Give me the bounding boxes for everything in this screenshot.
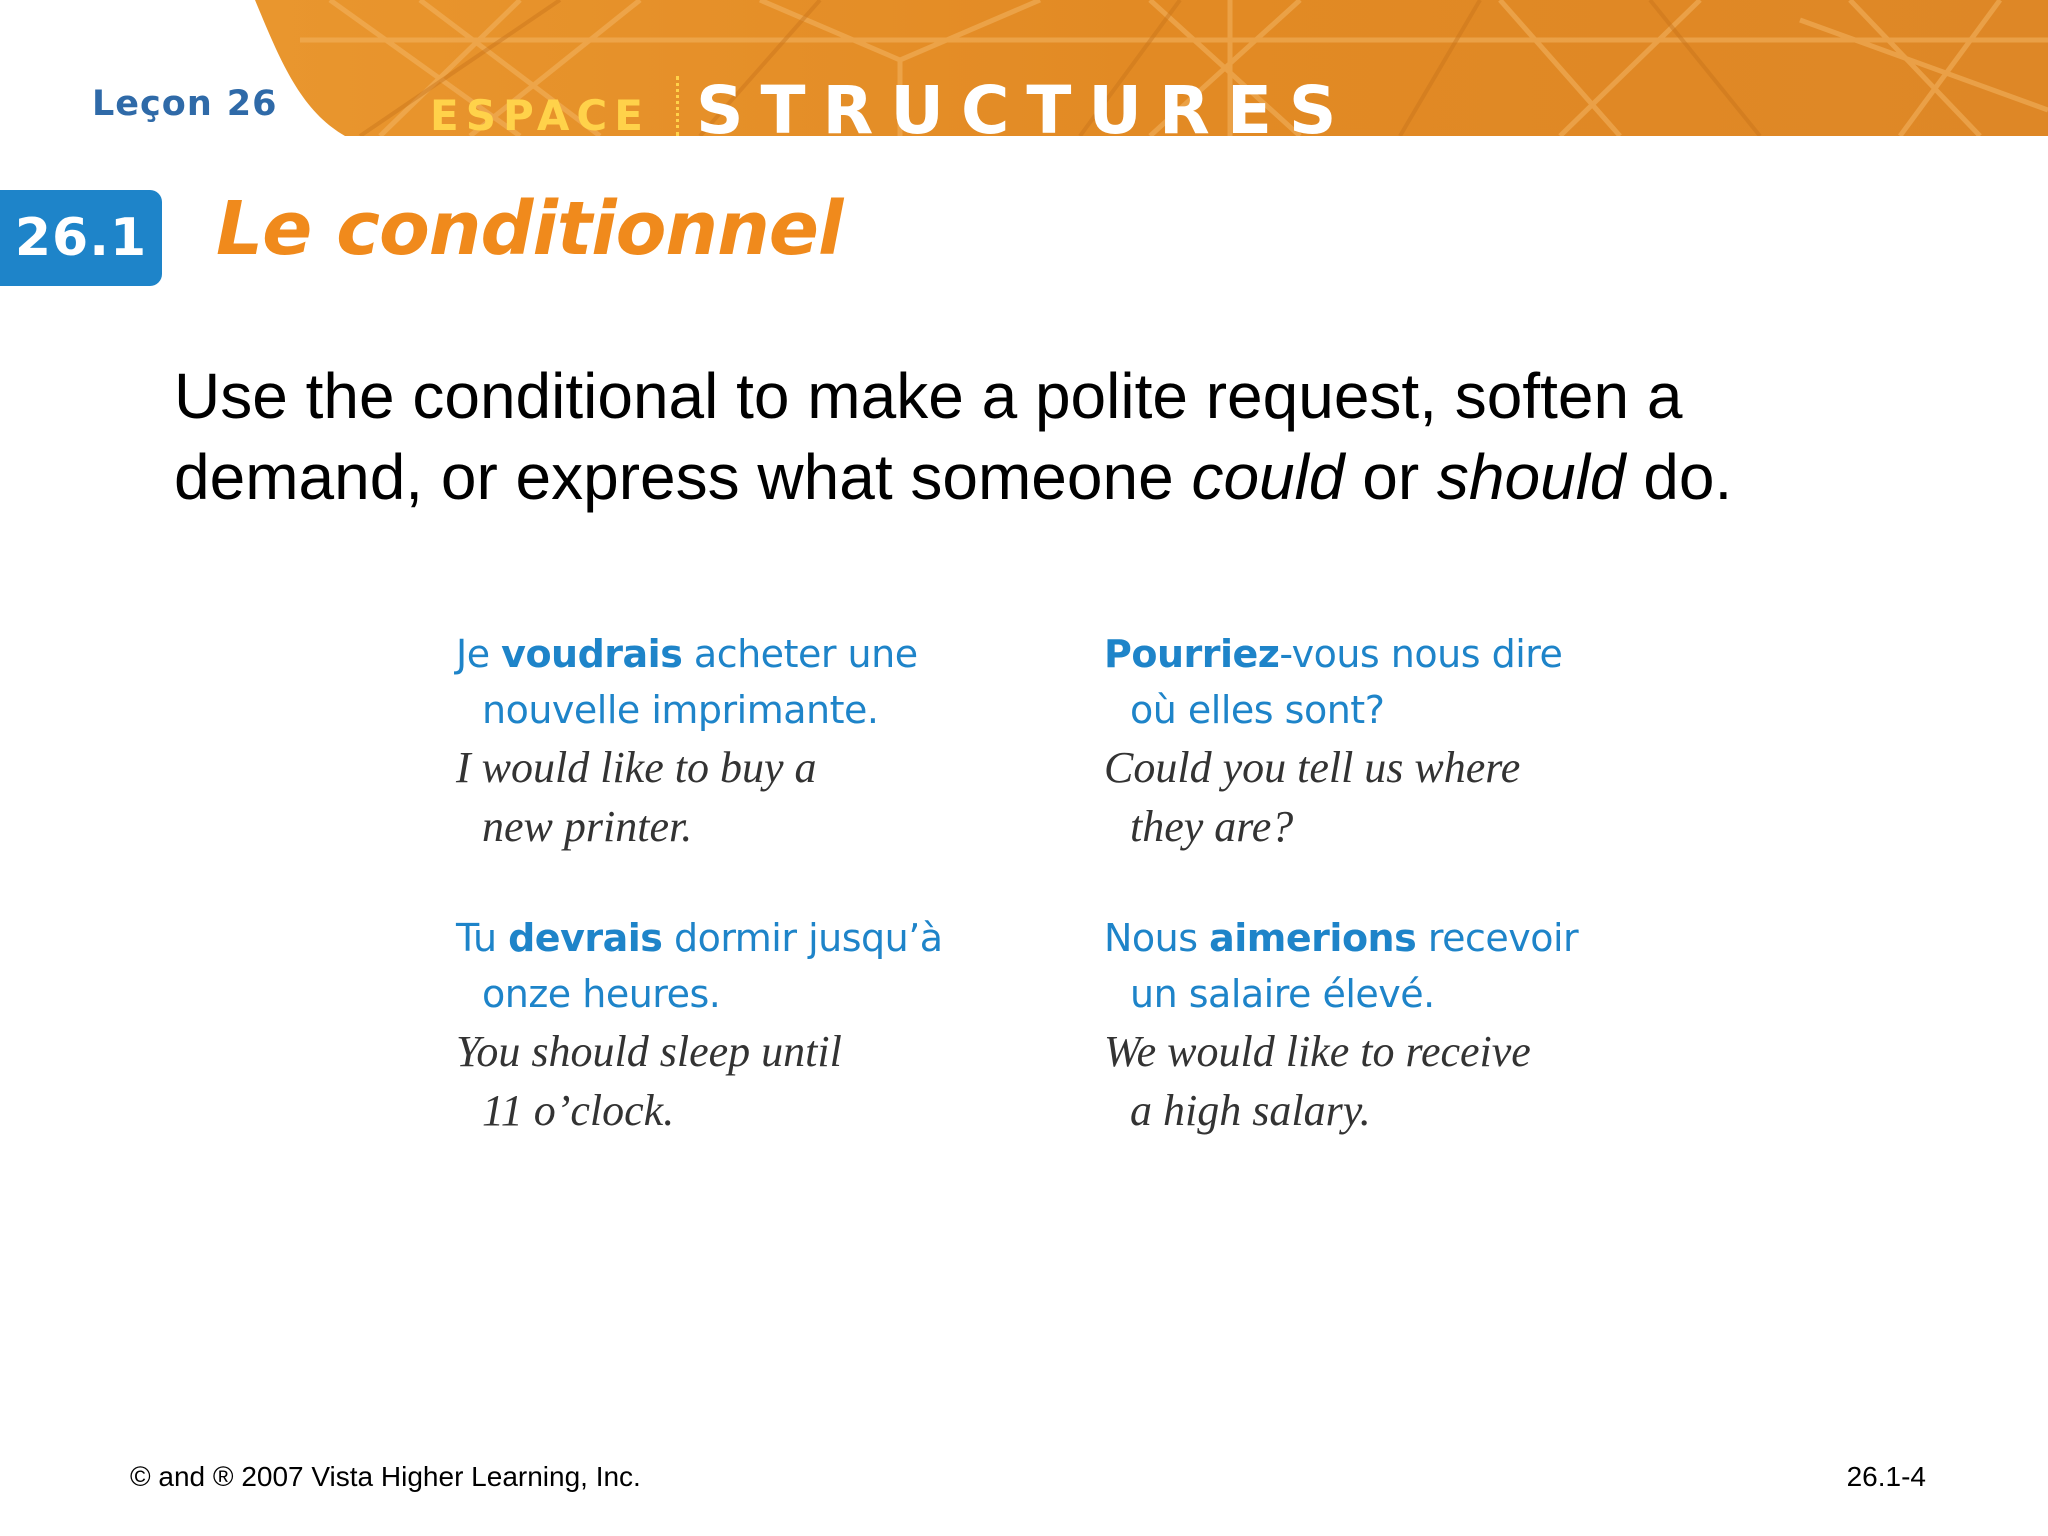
french-sentence-continued: un salaire élevé. <box>1130 972 1435 1016</box>
french-sentence-continued: nouvelle imprimante. <box>482 688 879 732</box>
english-translation: I would like to buy a <box>456 743 817 792</box>
wordmark-divider <box>676 76 682 136</box>
french-text: -vous nous dire <box>1279 632 1563 676</box>
example-block <box>1104 626 1624 856</box>
espace-wordmark: ESPACE <box>430 91 650 140</box>
english-translation-continued: new printer. <box>482 802 693 851</box>
french-sentence <box>1104 626 1624 682</box>
conditional-verb: Pourriez <box>1104 632 1280 676</box>
copyright-notice: © and ® 2007 Vista Higher Learning, Inc. <box>130 1461 641 1492</box>
lesson-number: 26 <box>226 84 278 124</box>
french-text: recevoir <box>1416 916 1579 960</box>
french-sentence <box>456 910 976 966</box>
french-sentence <box>1104 910 1624 966</box>
french-sentence-continued: où elles sont? <box>1130 688 1385 732</box>
intro-paragraph <box>174 356 1934 518</box>
slide-number: 26.1-4 <box>1846 1461 1926 1492</box>
intro-could: could <box>1191 441 1345 513</box>
intro-text-end: do. <box>1625 441 1733 513</box>
french-text: Tu <box>456 916 509 960</box>
english-translation-continued: they are? <box>1130 802 1294 851</box>
french-sentence <box>456 626 976 682</box>
conditional-verb: devrais <box>508 916 663 960</box>
french-sentence-continued: onze heures. <box>482 972 721 1016</box>
example-block <box>456 910 976 1140</box>
french-text: dormir jusqu’à <box>662 916 943 960</box>
structures-wordmark: STRUCTURES <box>696 72 1354 149</box>
conditional-verb: voudrais <box>501 632 683 676</box>
section-number-badge <box>0 190 162 286</box>
lesson-label <box>92 84 277 124</box>
example-block <box>1104 910 1624 1140</box>
english-translation-continued: 11 o’clock. <box>482 1086 675 1135</box>
intro-text-start: Use the conditional to make a polite request, soften a demand, or express what someone <box>174 360 1683 513</box>
french-text: Je <box>456 632 502 676</box>
french-text: Nous <box>1104 916 1210 960</box>
french-text: acheter une <box>682 632 918 676</box>
intro-should: should <box>1436 441 1626 513</box>
english-translation-continued: a high salary. <box>1130 1086 1371 1135</box>
intro-or: or <box>1344 441 1437 513</box>
english-translation: We would like to receive <box>1104 1027 1531 1076</box>
conditional-verb: aimerions <box>1209 916 1417 960</box>
english-translation: You should sleep until <box>456 1027 842 1076</box>
example-block <box>456 626 976 856</box>
section-title: Le conditionnel <box>216 186 843 272</box>
english-translation: Could you tell us where <box>1104 743 1521 792</box>
lesson-label-text: Leçon <box>92 84 213 124</box>
section-number: 26.1 <box>14 208 148 268</box>
